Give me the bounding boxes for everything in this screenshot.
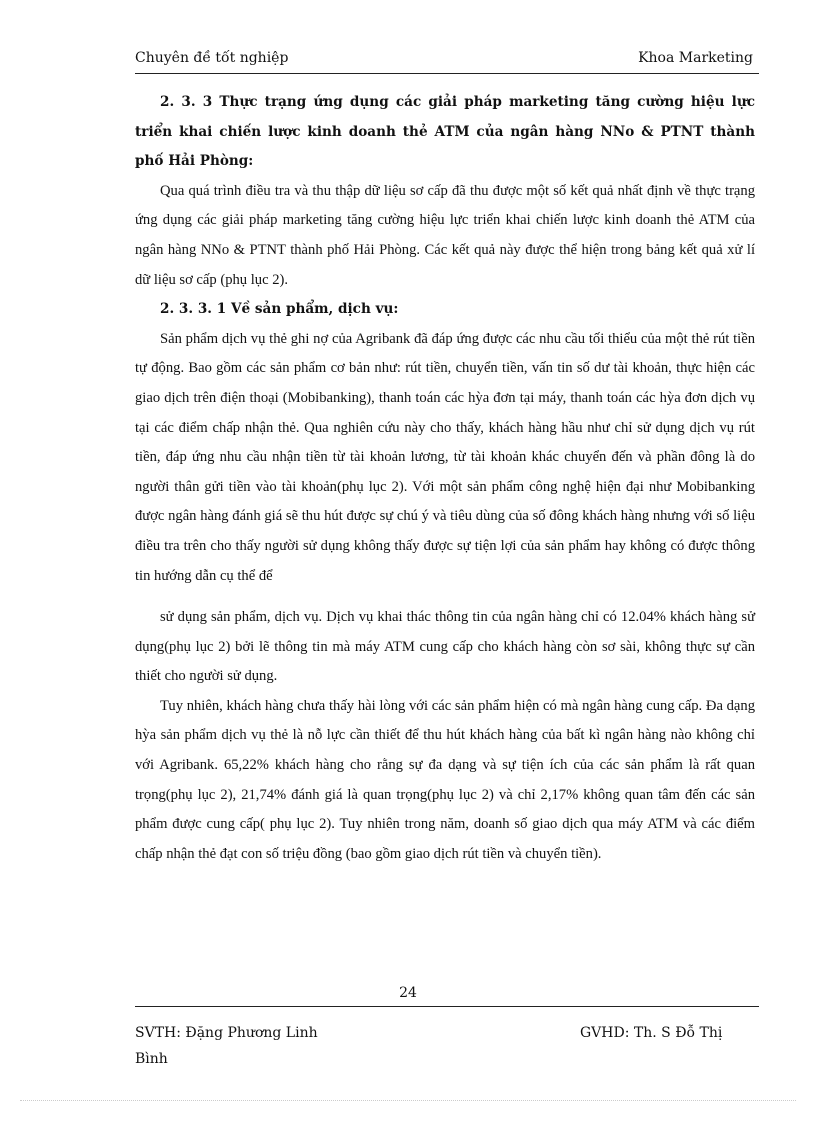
document-body	[135, 88, 755, 869]
header-left-text: Chuyên đề tốt nghiệp	[135, 50, 289, 66]
paragraph-survey-intro: Qua quá trình điều tra và thu thập dữ liệu sơ cấp đã thu được một số kết quả nhất định về thực trạng ứng dụng các giải pháp marketing tăng cường hiệu lực triển khai chiến lược kinh doanh thẻ ATM của ngân hàng NNo & PTNT thành phố Hải Phòng. Các kết quả này được thể hiện trong bảng kết quả xử lí dữ liệu sơ cấp (phụ lục 2).	[135, 182, 755, 288]
paragraph-info-service: sử dụng sản phẩm, dịch vụ. Dịch vụ khai thác thông tin của ngân hàng chỉ có 12.04% khách hàng sử dụng(phụ lục 2) bởi lẽ thông tin mà máy ATM cung cấp cho khách hàng còn sơ sài, không thực sự cần thiết cho người sử dụng.	[135, 609, 755, 685]
subsection-heading: 2. 3. 3. 1 Về sản phẩm, dịch vụ:	[160, 301, 399, 318]
page-bottom-dotted-border	[20, 1100, 796, 1101]
header-right-text: Khoa Marketing	[638, 50, 753, 66]
footer-student: SVTH: Đặng Phương Linh	[135, 1025, 318, 1041]
paragraph-customer-satisfaction: Tuy nhiên, khách hàng chưa thấy hài lòng với các sản phẩm hiện có mà ngân hàng cung cấp. Đa dạng hỳa sản phẩm dịch vụ thẻ là nỗ lực cần thiết để thu hút khách hàng của bất kì ngân hàng nào không chỉ với Agribank. 65,22% khách hàng cho rằng sự đa dạng và sự tiện ích của các sản phẩm là rất quan trọng(phụ lục 2), 21,74% đánh giá là quan trọng(phụ lục 2) và chỉ 2,17% không quan tâm đến các sản phẩm được cung cấp( phụ lục 2). Tuy nhiên trong năm, doanh số giao dịch qua máy ATM và các điểm chấp nhận thẻ đạt con số triệu đồng (bao gồm giao dịch rút tiền và chuyển tiền).	[135, 697, 755, 862]
footer-advisor-continued: Bình	[135, 1051, 168, 1067]
footer-advisor: GVHD: Th. S Đỗ Thị	[580, 1025, 723, 1041]
page-header	[135, 50, 755, 70]
page-number: 24	[399, 985, 417, 1001]
paragraph-products: Sản phẩm dịch vụ thẻ ghi nợ của Agribank đã đáp ứng được các nhu cầu tối thiểu của một thẻ rút tiền tự động. Bao gồm các sản phẩm cơ bản như: rút tiền, chuyển tiền, vấn tin số dư tài khoản, thực hiện các giao dịch trên điện thoại (Mobibanking), thanh toán các hỳa đơn tại máy, thanh toán các hỳa đơn dịch vụ tại các điểm chấp nhận thẻ. Qua nghiên cứu này cho thấy, khách hàng hầu như chỉ sử dụng dịch vụ rút tiền, đáp ứng nhu cầu nhận tiền từ tài khoản lương, từ tài khoản khác chuyển đến và phần đông là do người thân gửi tiền vào tài khoản(phụ lục 2). Với một sản phẩm công nghệ hiện đại như Mobibanking được ngân hàng đánh giá sẽ thu hút được sự chú ý và tiêu dùng của số đông khách hàng nhưng với số liệu điều tra trên cho thấy người sử dụng không thấy được sự tiện lợi của sản phẩm hay không có được thông tin hướng dẫn cụ thể để	[135, 330, 755, 584]
header-rule	[135, 73, 759, 74]
section-heading: 2. 3. 3 Thực trạng ứng dụng các giải pháp marketing tăng cường hiệu lực triển khai chiến lược kinh doanh thẻ ATM của ngân hàng NNo & PTNT thành phố Hải Phòng:	[135, 94, 755, 170]
footer-rule	[135, 1006, 759, 1007]
